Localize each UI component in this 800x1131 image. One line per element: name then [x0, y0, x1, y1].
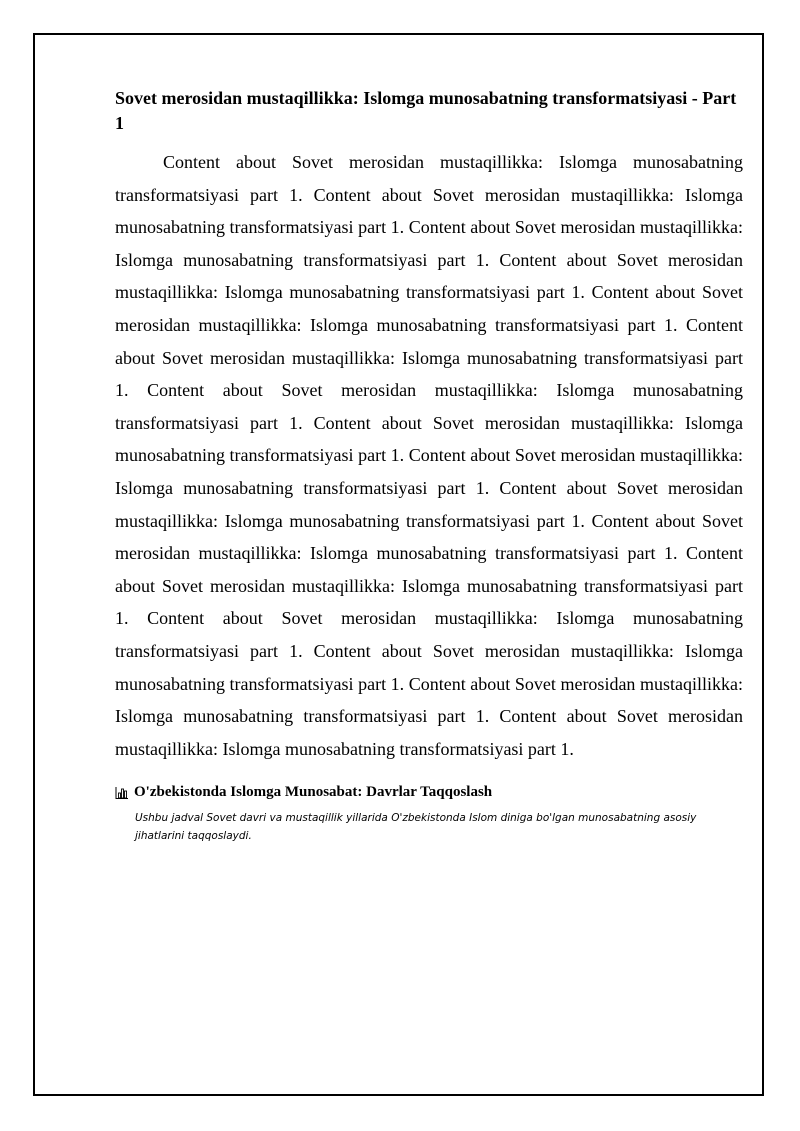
- table-caption: [115, 782, 743, 802]
- table-caption-text: O'zbekistonda Islomga Munosabat: Davrlar Taqqoslash: [134, 784, 493, 801]
- document-title: Sovet merosidan mustaqillikka: Islomga munosabatning transformatsiyasi - Part 1: [115, 88, 737, 133]
- body-paragraph: Content about Sovet merosidan mustaqillikka: Islomga munosabatning transformatsiyasi part 1. Content about Sovet merosidan mustaqillikka: Islomga munosabatning transformatsiyasi part 1. Content about Sovet merosidan mustaqillikka: Islomga munosabatning transformatsiyasi part 1. Content about Sovet merosidan mustaqillikka: Islomga munosabatning transformatsiyasi part 1. Content about Sovet merosidan mustaqillikka: Islomga munosabatning transformatsiyasi part 1. Content about Sovet merosidan mustaqillikka: Islomga munosabatning transformatsiyasi part 1. Content about Sovet merosidan mustaqillikka: Islomga munosabatning transformatsiyasi part 1. Content about Sovet merosidan mustaqillikka: Islomga munosabatning transformatsiyasi part 1. Content about Sovet merosidan mustaqillikka: Islomga munosabatning transformatsiyasi part 1. Content about Sovet merosidan mustaqillikka: Islomga munosabatning transformatsiyasi part 1. Content about Sovet merosidan mustaqillikka: Islomga munosabatning transformatsiyasi part 1. Content about Sovet merosidan mustaqillikka: Islomga munosabatning transformatsiyasi part 1. Content about Sovet merosidan mustaqillikka: Islomga munosabatning transformatsiyasi part 1. Content about Sovet merosidan mustaqillikka: Islomga munosabatning transformatsiyasi part 1. Content about Sovet merosidan mustaqillikka: Islomga munosabatning transformatsiyasi part 1. Content about Sovet merosidan mustaqillikka: Islomga munosabatning transformatsiyasi part 1.: [115, 152, 743, 759]
- bar-chart-icon: [115, 787, 128, 799]
- table-description: Ushbu jadval Sovet davri va mustaqillik yillarida O'zbekistonda Islom diniga bo'lgan munosabatning asosiy jihatlarini taqqoslaydi.: [135, 812, 697, 843]
- document-content: [115, 86, 743, 845]
